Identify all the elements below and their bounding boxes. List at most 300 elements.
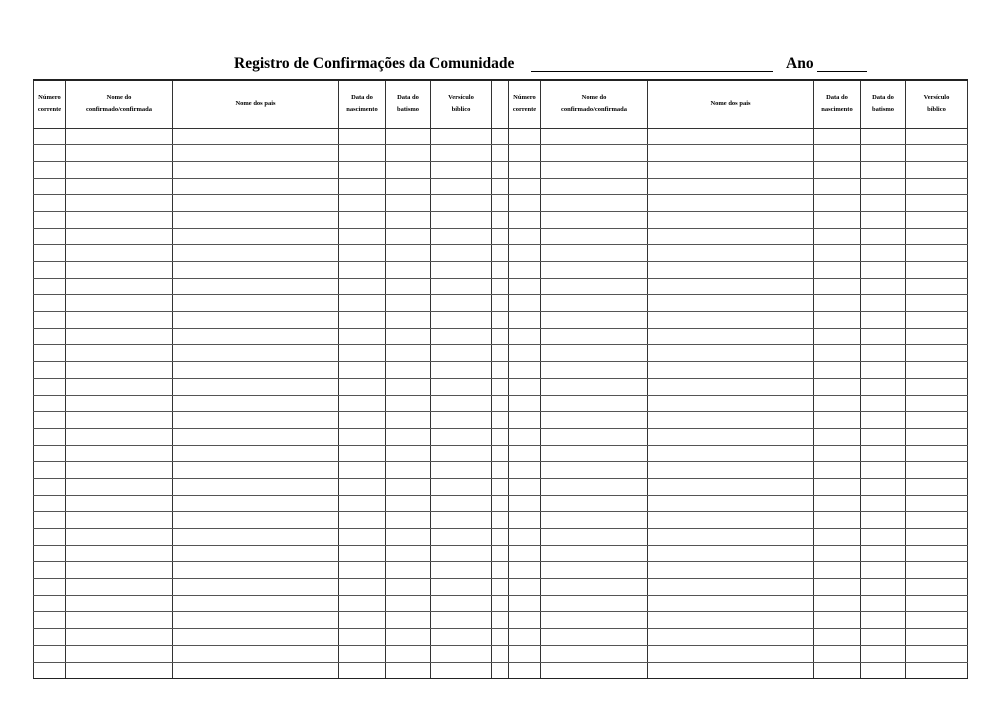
blank-cell <box>861 445 906 462</box>
blank-cell <box>648 211 814 228</box>
blank-cell <box>173 612 339 629</box>
blank-cell <box>339 495 386 512</box>
blank-cell <box>173 245 339 262</box>
blank-cell <box>648 445 814 462</box>
blank-cell <box>339 362 386 379</box>
blank-cell <box>386 512 431 529</box>
blank-cell <box>66 662 173 679</box>
blank-cell <box>648 395 814 412</box>
blank-cell <box>34 245 66 262</box>
blank-cell <box>431 295 492 312</box>
blank-cell <box>339 445 386 462</box>
blank-cell <box>906 378 968 395</box>
blank-cell <box>339 145 386 162</box>
blank-cell <box>906 595 968 612</box>
blank-cell <box>541 495 648 512</box>
document-header <box>0 54 1000 76</box>
blank-cell <box>339 328 386 345</box>
blank-cell <box>541 295 648 312</box>
blank-cell <box>509 428 541 445</box>
table-row <box>34 645 968 662</box>
blank-cell <box>648 512 814 529</box>
blank-cell <box>66 378 173 395</box>
column-gap-cell <box>492 211 509 228</box>
blank-cell <box>814 161 861 178</box>
blank-cell <box>509 178 541 195</box>
col-header-bible-verse: Versículo bíblico <box>906 80 968 128</box>
blank-cell <box>431 128 492 145</box>
blank-cell <box>386 328 431 345</box>
col-header-confirmand-name: Nome do confirmado/confirmada <box>66 80 173 128</box>
column-gap-cell <box>492 378 509 395</box>
blank-cell <box>34 128 66 145</box>
blank-cell <box>648 278 814 295</box>
blank-cell <box>386 462 431 479</box>
blank-cell <box>34 228 66 245</box>
blank-cell <box>431 445 492 462</box>
blank-cell <box>431 478 492 495</box>
blank-cell <box>386 312 431 329</box>
blank-cell <box>861 195 906 212</box>
blank-cell <box>431 312 492 329</box>
blank-cell <box>541 245 648 262</box>
blank-cell <box>34 328 66 345</box>
column-gap-cell <box>492 412 509 429</box>
blank-cell <box>386 579 431 596</box>
table-row <box>34 295 968 312</box>
blank-cell <box>648 595 814 612</box>
blank-cell <box>906 328 968 345</box>
column-gap-cell <box>492 595 509 612</box>
blank-cell <box>814 128 861 145</box>
blank-cell <box>906 645 968 662</box>
blank-cell <box>541 262 648 279</box>
blank-cell <box>814 529 861 546</box>
blank-cell <box>648 195 814 212</box>
blank-cell <box>814 478 861 495</box>
blank-cell <box>386 378 431 395</box>
blank-cell <box>431 395 492 412</box>
blank-cell <box>386 562 431 579</box>
table-row <box>34 228 968 245</box>
blank-cell <box>173 478 339 495</box>
blank-cell <box>386 612 431 629</box>
blank-cell <box>814 145 861 162</box>
blank-cell <box>34 345 66 362</box>
blank-cell <box>814 178 861 195</box>
col-header-bible-verse: Versículo bíblico <box>431 80 492 128</box>
blank-cell <box>66 245 173 262</box>
blank-cell <box>173 512 339 529</box>
column-gap-cell <box>492 612 509 629</box>
blank-cell <box>34 662 66 679</box>
blank-cell <box>906 278 968 295</box>
blank-cell <box>431 178 492 195</box>
blank-cell <box>906 312 968 329</box>
col-header-number: Número corrente <box>34 80 66 128</box>
blank-cell <box>861 529 906 546</box>
blank-cell <box>386 178 431 195</box>
table-row <box>34 345 968 362</box>
blank-cell <box>173 579 339 596</box>
blank-cell <box>66 595 173 612</box>
blank-cell <box>386 262 431 279</box>
blank-cell <box>509 495 541 512</box>
blank-cell <box>814 262 861 279</box>
column-gap-cell <box>492 245 509 262</box>
blank-cell <box>861 612 906 629</box>
blank-cell <box>386 412 431 429</box>
blank-cell <box>861 512 906 529</box>
table-row <box>34 595 968 612</box>
blank-cell <box>173 362 339 379</box>
blank-cell <box>648 178 814 195</box>
blank-cell <box>66 612 173 629</box>
blank-cell <box>34 595 66 612</box>
blank-cell <box>431 211 492 228</box>
blank-cell <box>814 195 861 212</box>
blank-cell <box>386 345 431 362</box>
blank-cell <box>509 362 541 379</box>
blank-cell <box>431 278 492 295</box>
blank-cell <box>541 579 648 596</box>
blank-cell <box>173 328 339 345</box>
blank-cell <box>431 645 492 662</box>
blank-cell <box>861 562 906 579</box>
blank-cell <box>509 395 541 412</box>
blank-cell <box>861 428 906 445</box>
blank-cell <box>541 612 648 629</box>
column-gap-cell <box>492 562 509 579</box>
table-row <box>34 529 968 546</box>
blank-cell <box>648 529 814 546</box>
blank-cell <box>431 662 492 679</box>
blank-cell <box>906 262 968 279</box>
blank-cell <box>541 595 648 612</box>
blank-cell <box>906 395 968 412</box>
blank-cell <box>339 545 386 562</box>
blank-cell <box>34 295 66 312</box>
blank-cell <box>386 362 431 379</box>
blank-cell <box>861 362 906 379</box>
blank-cell <box>66 545 173 562</box>
blank-cell <box>861 228 906 245</box>
blank-cell <box>34 445 66 462</box>
blank-cell <box>648 245 814 262</box>
blank-cell <box>814 412 861 429</box>
blank-cell <box>386 395 431 412</box>
blank-cell <box>906 228 968 245</box>
blank-cell <box>509 562 541 579</box>
blank-cell <box>34 562 66 579</box>
blank-cell <box>386 161 431 178</box>
blank-cell <box>339 278 386 295</box>
blank-cell <box>648 362 814 379</box>
blank-cell <box>814 378 861 395</box>
blank-cell <box>541 312 648 329</box>
blank-cell <box>906 495 968 512</box>
table-row <box>34 378 968 395</box>
blank-cell <box>339 478 386 495</box>
blank-cell <box>509 462 541 479</box>
blank-cell <box>34 512 66 529</box>
blank-cell <box>861 211 906 228</box>
table-row <box>34 579 968 596</box>
table-row <box>34 245 968 262</box>
blank-cell <box>541 278 648 295</box>
blank-cell <box>431 412 492 429</box>
blank-cell <box>34 645 66 662</box>
blank-cell <box>386 278 431 295</box>
column-gap <box>492 80 509 128</box>
column-gap-cell <box>492 328 509 345</box>
blank-cell <box>66 478 173 495</box>
blank-cell <box>173 378 339 395</box>
year-label: Ano <box>786 55 814 72</box>
blank-cell <box>541 545 648 562</box>
blank-cell <box>541 378 648 395</box>
blank-cell <box>66 395 173 412</box>
blank-cell <box>34 312 66 329</box>
blank-cell <box>173 211 339 228</box>
blank-cell <box>339 161 386 178</box>
blank-cell <box>906 412 968 429</box>
blank-cell <box>906 612 968 629</box>
blank-cell <box>814 662 861 679</box>
column-gap-cell <box>492 445 509 462</box>
blank-cell <box>861 128 906 145</box>
table-row <box>34 629 968 646</box>
blank-cell <box>66 312 173 329</box>
column-gap-cell <box>492 145 509 162</box>
blank-cell <box>906 161 968 178</box>
blank-cell <box>173 178 339 195</box>
column-gap-cell <box>492 662 509 679</box>
blank-cell <box>814 312 861 329</box>
col-header-parents-name: Nome dos pais <box>173 80 339 128</box>
blank-cell <box>541 428 648 445</box>
blank-cell <box>814 428 861 445</box>
blank-cell <box>173 312 339 329</box>
blank-cell <box>541 161 648 178</box>
blank-cell <box>386 645 431 662</box>
blank-cell <box>861 378 906 395</box>
blank-cell <box>541 445 648 462</box>
blank-cell <box>541 345 648 362</box>
blank-cell <box>509 345 541 362</box>
blank-cell <box>66 278 173 295</box>
blank-cell <box>386 478 431 495</box>
blank-cell <box>906 345 968 362</box>
blank-cell <box>431 545 492 562</box>
blank-cell <box>861 645 906 662</box>
blank-cell <box>814 328 861 345</box>
blank-cell <box>66 579 173 596</box>
blank-cell <box>173 262 339 279</box>
blank-cell <box>339 178 386 195</box>
blank-cell <box>541 395 648 412</box>
blank-cell <box>648 545 814 562</box>
blank-cell <box>648 145 814 162</box>
blank-cell <box>431 529 492 546</box>
blank-cell <box>173 345 339 362</box>
blank-cell <box>509 328 541 345</box>
blank-cell <box>34 579 66 596</box>
blank-cell <box>814 612 861 629</box>
blank-cell <box>431 195 492 212</box>
blank-cell <box>648 345 814 362</box>
blank-cell <box>861 345 906 362</box>
blank-cell <box>386 545 431 562</box>
blank-cell <box>861 462 906 479</box>
blank-cell <box>861 495 906 512</box>
blank-cell <box>541 128 648 145</box>
blank-cell <box>34 195 66 212</box>
table-row <box>34 562 968 579</box>
blank-cell <box>66 412 173 429</box>
blank-cell <box>34 478 66 495</box>
blank-cell <box>66 645 173 662</box>
table-row <box>34 211 968 228</box>
table-row <box>34 612 968 629</box>
blank-cell <box>431 428 492 445</box>
blank-cell <box>906 128 968 145</box>
blank-cell <box>541 512 648 529</box>
blank-cell <box>386 228 431 245</box>
blank-cell <box>861 145 906 162</box>
table-row <box>34 462 968 479</box>
blank-cell <box>34 462 66 479</box>
blank-cell <box>648 495 814 512</box>
blank-cell <box>814 395 861 412</box>
column-gap-cell <box>492 262 509 279</box>
blank-cell <box>34 378 66 395</box>
blank-cell <box>906 462 968 479</box>
blank-cell <box>541 145 648 162</box>
blank-cell <box>648 295 814 312</box>
blank-cell <box>431 161 492 178</box>
blank-cell <box>66 145 173 162</box>
blank-cell <box>509 595 541 612</box>
blank-cell <box>173 529 339 546</box>
blank-cell <box>34 428 66 445</box>
blank-cell <box>541 195 648 212</box>
column-gap-cell <box>492 462 509 479</box>
blank-cell <box>814 445 861 462</box>
blank-cell <box>648 228 814 245</box>
table-row <box>34 195 968 212</box>
blank-cell <box>34 529 66 546</box>
blank-cell <box>66 328 173 345</box>
blank-cell <box>339 228 386 245</box>
blank-cell <box>339 395 386 412</box>
blank-cell <box>34 412 66 429</box>
register-body <box>34 128 968 679</box>
table-row <box>34 278 968 295</box>
blank-cell <box>339 245 386 262</box>
blank-cell <box>34 145 66 162</box>
blank-cell <box>509 629 541 646</box>
blank-cell <box>541 562 648 579</box>
blank-cell <box>34 211 66 228</box>
blank-cell <box>861 662 906 679</box>
column-gap-cell <box>492 345 509 362</box>
blank-cell <box>431 462 492 479</box>
blank-cell <box>431 378 492 395</box>
blank-cell <box>814 345 861 362</box>
blank-cell <box>814 562 861 579</box>
blank-cell <box>173 278 339 295</box>
blank-cell <box>861 478 906 495</box>
blank-cell <box>906 562 968 579</box>
blank-cell <box>173 412 339 429</box>
blank-cell <box>906 512 968 529</box>
blank-cell <box>648 378 814 395</box>
blank-cell <box>648 262 814 279</box>
blank-cell <box>648 662 814 679</box>
blank-cell <box>386 529 431 546</box>
blank-cell <box>509 245 541 262</box>
blank-cell <box>509 378 541 395</box>
column-gap-cell <box>492 362 509 379</box>
blank-cell <box>541 228 648 245</box>
blank-cell <box>861 245 906 262</box>
blank-cell <box>173 145 339 162</box>
blank-cell <box>648 612 814 629</box>
blank-cell <box>173 545 339 562</box>
column-gap-cell <box>492 428 509 445</box>
table-row <box>34 128 968 145</box>
blank-cell <box>541 662 648 679</box>
blank-cell <box>173 395 339 412</box>
col-header-baptism-date: Data do batismo <box>861 80 906 128</box>
blank-cell <box>386 595 431 612</box>
blank-cell <box>339 195 386 212</box>
blank-cell <box>34 629 66 646</box>
blank-cell <box>814 278 861 295</box>
blank-cell <box>906 629 968 646</box>
column-gap-cell <box>492 529 509 546</box>
column-gap-cell <box>492 128 509 145</box>
blank-cell <box>431 362 492 379</box>
blank-cell <box>906 428 968 445</box>
blank-cell <box>648 128 814 145</box>
blank-cell <box>34 395 66 412</box>
blank-cell <box>814 211 861 228</box>
blank-cell <box>66 629 173 646</box>
blank-cell <box>386 662 431 679</box>
blank-cell <box>339 645 386 662</box>
col-header-birth-date: Data do nascimento <box>814 80 861 128</box>
blank-cell <box>66 562 173 579</box>
blank-cell <box>339 345 386 362</box>
blank-cell <box>173 195 339 212</box>
blank-cell <box>66 178 173 195</box>
blank-cell <box>386 195 431 212</box>
blank-cell <box>814 228 861 245</box>
blank-cell <box>173 662 339 679</box>
blank-cell <box>431 262 492 279</box>
col-header-birth-date: Data do nascimento <box>339 80 386 128</box>
blank-cell <box>339 595 386 612</box>
blank-cell <box>814 295 861 312</box>
blank-cell <box>339 128 386 145</box>
blank-cell <box>648 562 814 579</box>
column-gap-cell <box>492 161 509 178</box>
table-row <box>34 395 968 412</box>
blank-cell <box>173 161 339 178</box>
column-gap-cell <box>492 195 509 212</box>
